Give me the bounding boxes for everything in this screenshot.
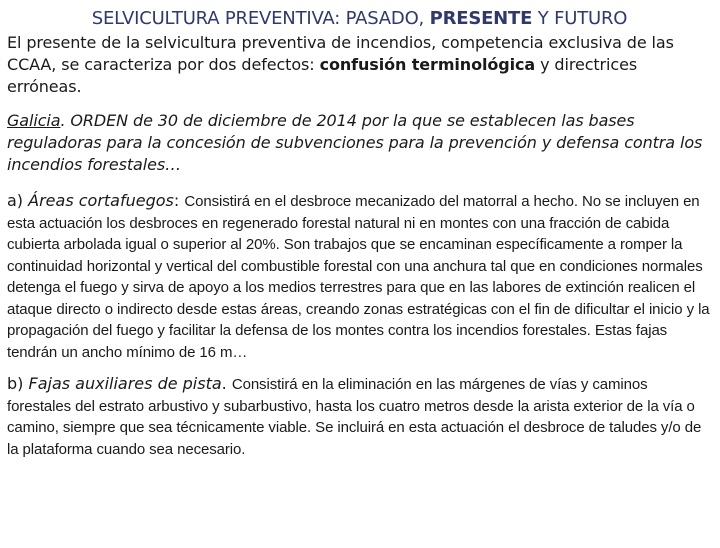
intro-paragraph (7, 32, 712, 98)
item-b-text: Consistirá en la eliminación en las márgenes de vías y caminos forestales del estrato arbustivo y subarbustivo, hasta los cuatro metros desde la arista exterior de la vía o camino, siempre que sea técnicamente viable. Se incluirá en esta actuación el desbroce de taludes y/o de la plataforma cuando sea necesario. (7, 376, 702, 458)
item-a-head (7, 191, 184, 210)
galicia-region: Galicia (7, 111, 61, 130)
item-a-marker: a) (7, 191, 29, 210)
item-b-head (7, 374, 232, 393)
intro-text-before: El presente de la selvicultura preventiva de incendios, competencia exclusiva de las CCAA, se caracteriza por dos defectos: (7, 33, 674, 74)
item-b-marker: b) (7, 374, 29, 393)
intro-text-after: y directrices erróneas. (7, 55, 638, 96)
item-b-paragraph (7, 373, 712, 460)
slide (0, 8, 720, 548)
item-a-text: Consistirá en el desbroce mecanizado del matorral a hecho. No se incluyen en esta actuación los desbroces en regenerado forestal natural ni en montes con una fracción de cabida cubierta arbolada igual o superior al 20%. Son trabajos que se encaminan específicamente a romper la continuidad horizontal y vertical del combustible forestal con una anchura tal que en condiciones normales detenga el fuego y sirva de apoyo a los medios terrestres para que en las labores de extinción realicen el ataque directo o indirecto desde estas áreas, creando zonas estratégicas con el fin de dificultar el inicio y la propagación del fuego y facilitar la defensa de los montes contra los incendios forestales. Estas fajas tendrán un ancho mínimo de 16 m… (7, 193, 710, 361)
title-highlight: PRESENTE (429, 8, 533, 29)
slide-title (7, 8, 712, 30)
item-b-period: . (221, 374, 232, 393)
intro-bold-term: confusión terminológica (319, 55, 536, 74)
galicia-text: . ORDEN de 30 de diciembre de 2014 por la que se establecen las bases reguladoras para la concesión de subvenciones para la prevención y defensa contra los incendios forestales… (7, 111, 703, 174)
item-b-term: Fajas auxiliares de pista (28, 374, 222, 393)
item-a-paragraph (7, 190, 712, 363)
galicia-paragraph (7, 110, 712, 176)
item-a-colon: : (173, 191, 185, 210)
title-suffix: Y FUTURO (532, 8, 628, 29)
item-a-term: Áreas cortafuegos (28, 191, 174, 210)
title-prefix: SELVICULTURA PREVENTIVA: PASADO, (91, 8, 430, 29)
